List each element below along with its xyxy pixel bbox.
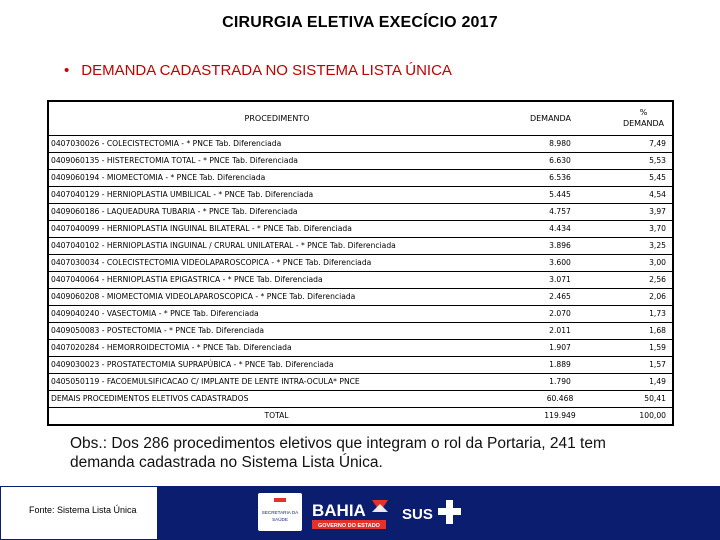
table-row [48,169,673,186]
cell-procedimento: 0409060135 - HISTERECTOMIA TOTAL - * PNCE Tab. Diferenciada [48,152,505,169]
cell-total-label: TOTAL [48,407,505,425]
cell-demanda: 1.907 [505,339,615,356]
cell-demanda: 6.536 [505,169,615,186]
table-row [48,152,673,169]
cell-procedimento: 0407040064 - HERNIOPLASTIA EPIGASTRICA - * PNCE Tab. Diferenciada [48,271,505,288]
cell-procedimento: 0405050119 - FACOEMULSIFICACAO C/ IMPLANTE DE LENTE INTRA-OCULA* PNCE [48,373,505,390]
cell-demanda: 4.434 [505,220,615,237]
bahia-logo [310,494,390,532]
source-box [0,486,158,540]
table-row [48,271,673,288]
cell-procedimento: 0407040129 - HERNIOPLASTIA UMBILICAL - * PNCE Tab. Diferenciada [48,186,505,203]
cell-procedimento: 0407040102 - HERNIOPLASTIA INGUINAL / CRURAL UNILATERAL - * PNCE Tab. Diferenciada [48,237,505,254]
subtitle-text: DEMANDA CADASTRADA NO SISTEMA LISTA ÚNICA [81,62,452,79]
cell-total-demanda: 119.949 [505,407,615,425]
cell-pct: 1,73 [615,305,673,322]
bullet-icon: • [64,62,70,79]
cell-pct: 5,45 [615,169,673,186]
cell-procedimento: 0407020284 - HEMORROIDECTOMIA - * PNCE Tab. Diferenciada [48,339,505,356]
cell-demanda: 2.070 [505,305,615,322]
table-row [48,288,673,305]
table-row [48,220,673,237]
cell-procedimento: DEMAIS PROCEDIMENTOS ELETIVOS CADASTRADOS [48,390,505,407]
cell-demanda: 4.757 [505,203,615,220]
cell-procedimento: 0407030026 - COLECISTECTOMIA - * PNCE Tab. Diferenciada [48,135,505,152]
cell-procedimento: 0409060186 - LAQUEADURA TUBARIA - * PNCE Tab. Diferenciada [48,203,505,220]
observation-note: Obs.: Dos 286 procedimentos eletivos que integram o rol da Portaria, 241 tem demanda cadastrada no Sistema Lista Única. [70,435,606,471]
demand-table [47,100,674,426]
cell-demanda: 8.980 [505,135,615,152]
pct-label: DEMANDA [622,119,665,129]
table-row [48,237,673,254]
table-row [48,356,673,373]
cell-procedimento: 0409050083 - POSTECTOMIA - * PNCE Tab. Diferenciada [48,322,505,339]
cell-pct: 3,97 [615,203,673,220]
cell-pct: 5,53 [615,152,673,169]
cell-procedimento: 0409060194 - MIOMECTOMIA - * PNCE Tab. Diferenciada [48,169,505,186]
cell-demanda: 6.630 [505,152,615,169]
cell-pct: 3,70 [615,220,673,237]
table-row [48,203,673,220]
cell-pct: 1,49 [615,373,673,390]
cell-demanda: 1.889 [505,356,615,373]
cell-demanda: 5.445 [505,186,615,203]
sesab-line2: SAÚDE [272,517,288,522]
table-row [48,135,673,152]
table-row-total [48,407,673,425]
cell-procedimento: 0407040099 - HERNIOPLASTIA INGUINAL BILATERAL - * PNCE Tab. Diferenciada [48,220,505,237]
cell-pct: 2,56 [615,271,673,288]
cell-pct: 3,00 [615,254,673,271]
cell-demanda: 60.468 [505,390,615,407]
cell-pct: 4,54 [615,186,673,203]
table-row [48,254,673,271]
cell-pct: 1,59 [615,339,673,356]
table-header-row [48,101,673,135]
page-title: CIRURGIA ELETIVA EXECÍCIO 2017 [222,14,498,31]
col-header-pct-demanda [615,101,673,135]
footer-bar [0,486,720,540]
bahia-wordmark: BAHIA [312,501,366,520]
table-row [48,373,673,390]
col-header-procedimento: PROCEDIMENTO [48,101,505,135]
cell-demanda: 2.011 [505,322,615,339]
cell-demanda: 2.465 [505,288,615,305]
cell-pct: 1,57 [615,356,673,373]
cell-procedimento: 0407030034 - COLECISTECTOMIA VIDEOLAPAROSCOPICA - * PNCE Tab. Diferenciada [48,254,505,271]
table-row-demais [48,390,673,407]
table-row [48,322,673,339]
col-header-demanda: DEMANDA [505,101,615,135]
cell-pct: 7,49 [615,135,673,152]
cell-pct: 1,68 [615,322,673,339]
bahia-subtitle: GOVERNO DO ESTADO [318,523,380,529]
cell-pct: 2,06 [615,288,673,305]
sus-logo [400,496,464,530]
cell-procedimento: 0409060208 - MIOMECTOMIA VIDEOLAPAROSCOPICA - * PNCE Tab. Diferenciada [48,288,505,305]
cell-procedimento: 0409030023 - PROSTATECTOMIA SUPRAPÚBICA - * PNCE Tab. Diferenciada [48,356,505,373]
section-subtitle [64,62,452,79]
sus-wordmark: SUS [402,506,433,523]
cell-demanda: 3.071 [505,271,615,288]
table-row [48,186,673,203]
cell-pct: 50,41 [615,390,673,407]
cell-demanda: 1.790 [505,373,615,390]
cell-demanda: 3.600 [505,254,615,271]
pct-symbol: % [639,108,648,118]
table-row [48,339,673,356]
cell-total-pct: 100,00 [615,407,673,425]
source-note: Fonte: Sistema Lista Única [29,505,137,515]
sesab-logo [258,493,302,531]
cell-pct: 3,25 [615,237,673,254]
cell-procedimento: 0409040240 - VASECTOMIA - * PNCE Tab. Diferenciada [48,305,505,322]
cell-demanda: 3.896 [505,237,615,254]
sesab-line1: SECRETARIA DA [261,510,299,515]
table-row [48,305,673,322]
